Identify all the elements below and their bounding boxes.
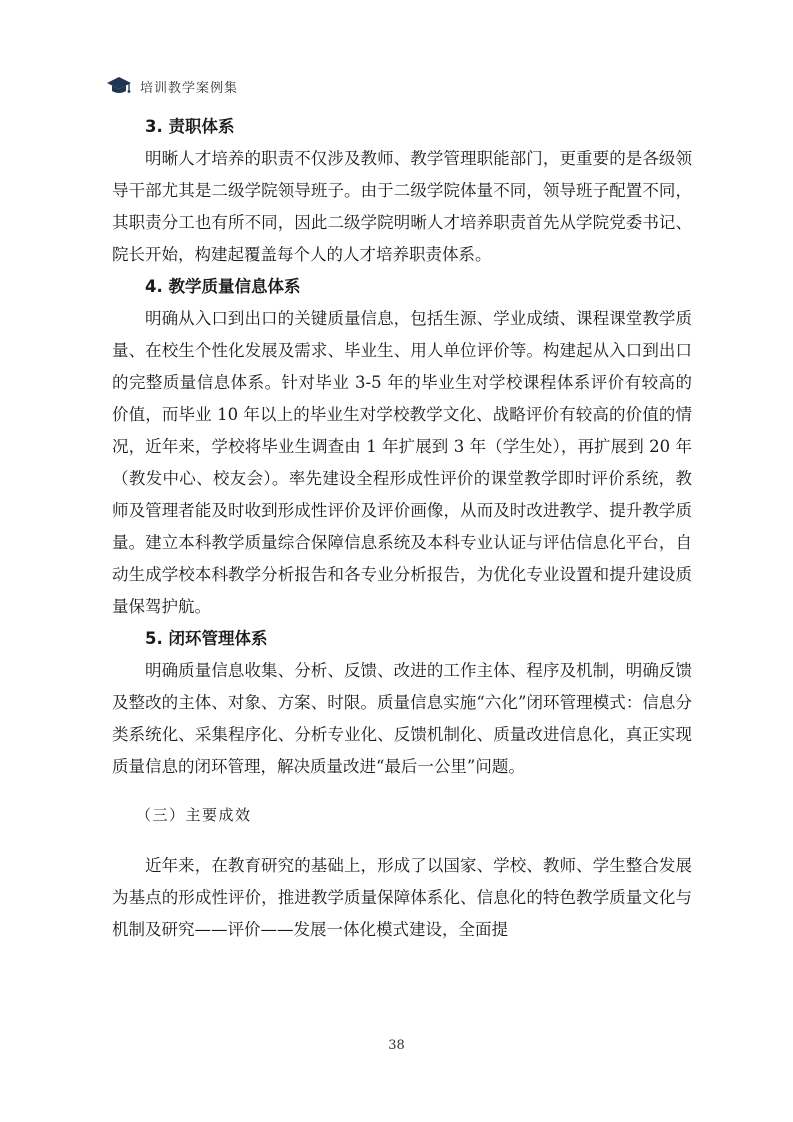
graduation-cap-icon — [106, 76, 132, 96]
section-heading: 4. 教学质量信息体系 — [145, 277, 301, 296]
section-paragraph: 明确质量信息收集、分析、反馈、改进的工作主体、程序及机制，明确反馈及整改的主体、对象、方案、时限。质量信息实施“六化”闭环管理模式：信息分类系统化、采集程序化、分析专业化、反馈机制化、质量改进信息化，真正实现质量信息的闭环管理，解决质量改进“最后一公里”问题。 — [112, 661, 692, 776]
running-header — [106, 72, 238, 100]
section-paragraph: 明晰人才培养的职责不仅涉及教师、教学管理职能部门，更重要的是各级领导干部尤其是二级学院领导班子。由于二级学院体量不同，领导班子配置不同，其职责分工也有所不同，因此二级学院明晰人才培养职责首先从学院党委书记、院长开始，构建起覆盖每个人的人才培养职责体系。 — [112, 149, 692, 264]
section-paragraph: 明确从入口到出口的关键质量信息，包括生源、学业成绩、课程课堂教学质量、在校生个性化发展及需求、毕业生、用人单位评价等。构建起从入口到出口的完整质量信息体系。针对毕业 3-5 年的毕业生对学校课程体系评价有较高的价值，而毕业 10 年以上的毕业生对学校教学文化、战略评价有较高的价值的情况，近年来，学校将毕业生调查由 1 年扩展到 3 年（学生处），再扩展到 20 年（教发中心、校友会）。率先建设全程形成性评价的课堂教学即时评价系统，教师及管理者能及时收到形成性评价及评价画像，从而及时改进教学、提升教学质量。建立本科教学质量综合保障信息系统及本科专业认证与评估信息化平台，自动生成学校本科教学分析报告和各专业分析报告，为优化专业设置和提升建设质量保驾护航。 — [112, 309, 692, 616]
section-heading: 3. 责职体系 — [145, 117, 235, 136]
subsection-paragraph: 近年来，在教育研究的基础上，形成了以国家、学校、教师、学生整合发展为基点的形成性评价，推进教学质量保障体系化、信息化的特色教学质量文化与机制及研究——评价——发展一体化模式建设，全面提 — [112, 856, 692, 939]
header-title: 培训教学案例集 — [140, 80, 239, 96]
page-body — [112, 111, 692, 946]
subsection-heading: （三）主要成效 — [136, 806, 252, 824]
section-heading: 5. 闭环管理体系 — [145, 629, 268, 648]
page-number: 38 — [388, 1038, 405, 1053]
